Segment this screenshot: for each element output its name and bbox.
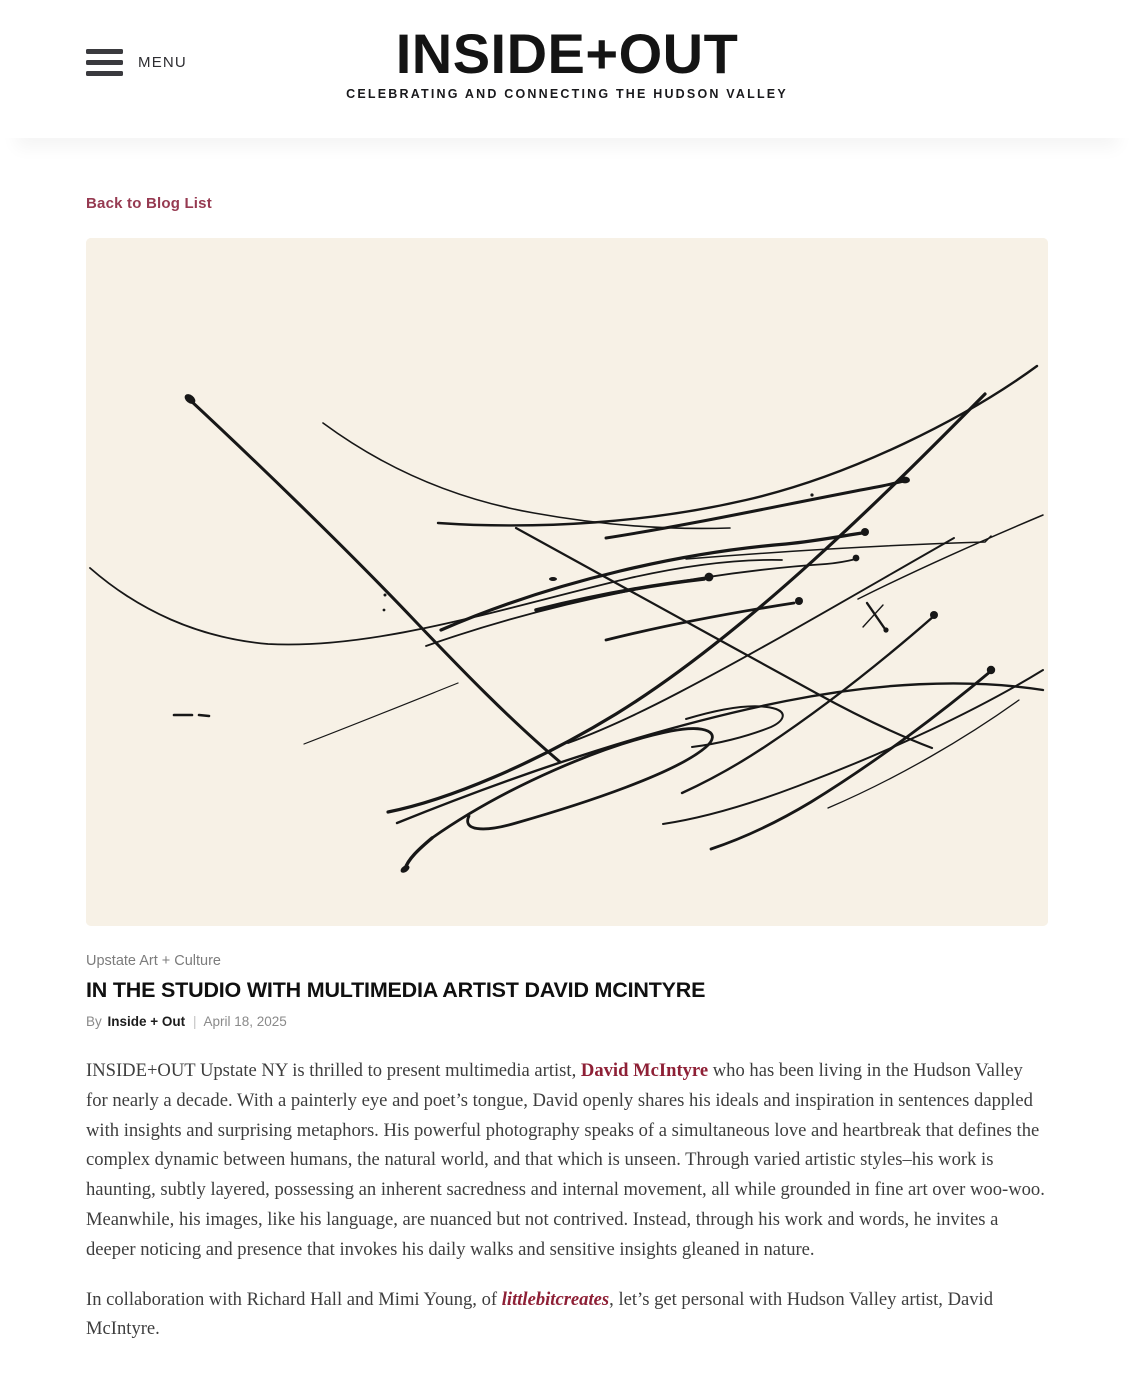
david-mcintyre-link[interactable]: David McIntyre <box>580 1060 709 1081</box>
author-name: Inside + Out <box>107 1014 186 1029</box>
ink-scribble-drawing <box>86 238 1048 926</box>
paragraph-1-text-after: who has been living in the Hudson Valley for nearly a decade. With a painterly eye and poet’s tongue, David openly shares his ideals and inspiration in sentences dappled with insights and surprising metaphors. His powerful photography speaks of a simultaneous love and heartbreak that defines the complex dynamic between humans, the natural world, and that which is unseen. Through varied artistic styles–his work is haunting, subtly layered, possessing an inherent sacredness and internal movement, all while grounded in fine art over woo-woo. Meanwhile, his images, like his language, are nuanced but not contrived. Instead, through his work and words, he invites a deeper noticing and presence that invokes his daily walks and sensitive insights gleaned in nature. <box>86 1060 1045 1260</box>
littlebitcreates-link[interactable]: littlebitcreates <box>501 1288 610 1310</box>
article-category: Upstate Art + Culture <box>86 953 221 969</box>
byline-prefix: By <box>86 1014 102 1029</box>
site-logo[interactable] <box>86 22 1048 101</box>
menu-button[interactable] <box>86 49 187 76</box>
publish-date: April 18, 2025 <box>203 1014 287 1029</box>
byline-separator: | <box>192 1014 197 1029</box>
back-to-blog-link[interactable]: Back to Blog List <box>86 195 212 212</box>
paragraph-1 <box>86 1056 1048 1265</box>
logo-tagline: CELEBRATING AND CONNECTING THE HUDSON VALLEY <box>346 87 788 101</box>
paragraph-2-text-after: , let’s get personal with Hudson Valley artist, David McIntyre. <box>86 1288 994 1340</box>
article-body <box>86 1056 1048 1344</box>
logo-title: INSIDE+OUT <box>395 22 739 85</box>
paragraph-2-text-before: In collaboration with Richard Hall and Mimi Young, of <box>86 1288 502 1310</box>
hamburger-icon <box>86 49 123 76</box>
article-title: IN THE STUDIO WITH MULTIMEDIA ARTIST DAVID MCINTYRE <box>86 978 706 1002</box>
menu-label: MENU <box>138 54 187 71</box>
article-byline <box>86 1014 1048 1030</box>
site-header <box>0 0 1134 138</box>
paragraph-1-text-before: INSIDE+OUT Upstate NY is thrilled to present multimedia artist, <box>86 1060 581 1081</box>
hero-image <box>86 238 1048 926</box>
paragraph-2 <box>86 1285 1048 1345</box>
